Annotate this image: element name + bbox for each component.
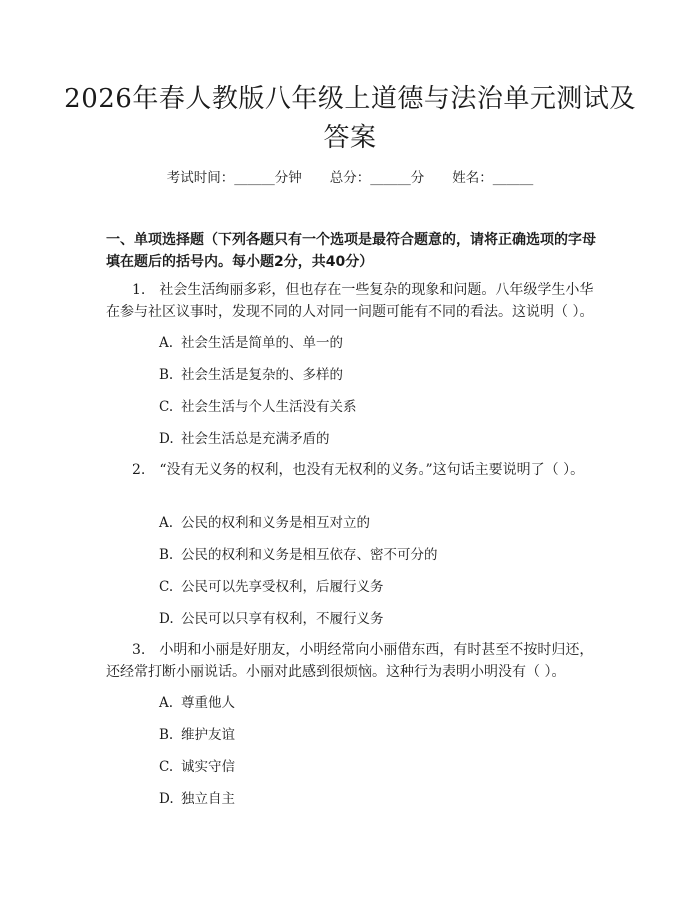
question-3-option-d: D. 独立自主 [159,791,235,807]
exam-info-line [0,168,700,188]
question-2-option-d: D. 公民可以只享有权利，不履行义务 [159,611,384,627]
question-3-option-b: B. 维护友谊 [159,727,235,743]
question-1-option-d: D. 社会生活总是充满矛盾的 [159,431,330,447]
question-2-option-b: B. 公民的权利和义务是相互依存、密不可分的 [159,547,438,563]
question-1: 1. 社会生活绚丽多彩，但也存在一些复杂的现象和问题。八年级学生小华在参与社区议事时，发现不同的人对同一问题可能有不同的看法。这说明（ ）。 [106,282,594,320]
section-heading: 一、单项选择题（下列各题只有一个选项是最符合题意的，请将正确选项的字母填在题后的括号内。每小题2分，共40分） [106,232,596,270]
total-score-field: 总分：______分 [329,170,425,186]
question-2-option-c: C. 公民可以先享受权利，后履行义务 [159,579,384,595]
question-1-option-a: A. 社会生活是简单的、单一的 [159,335,343,351]
question-2: 2. “没有无义务的权利，也没有无权利的义务。”这句话主要说明了（ ）。 [132,462,585,478]
question-3: 3. 小明和小丽是好朋友，小明经常向小丽借东西，有时甚至不按时归还，还经常打断小丽说话。小丽对此感到很烦恼。这种行为表明小明没有（ ）。 [106,642,594,680]
exam-time-field: 考试时间：______分钟 [166,170,302,186]
question-3-option-c: C. 诚实守信 [159,759,235,775]
question-1-option-b: B. 社会生活是复杂的、多样的 [159,367,343,383]
student-name-field: 姓名：______ [452,170,534,186]
question-3-option-a: A. 尊重他人 [159,695,235,711]
document-title: 2026年春人教版八年级上道德与法治单元测试及答案 [64,84,636,153]
question-1-option-c: C. 社会生活与个人生活没有关系 [159,399,357,415]
question-2-option-a: A. 公民的权利和义务是相互对立的 [159,515,370,531]
